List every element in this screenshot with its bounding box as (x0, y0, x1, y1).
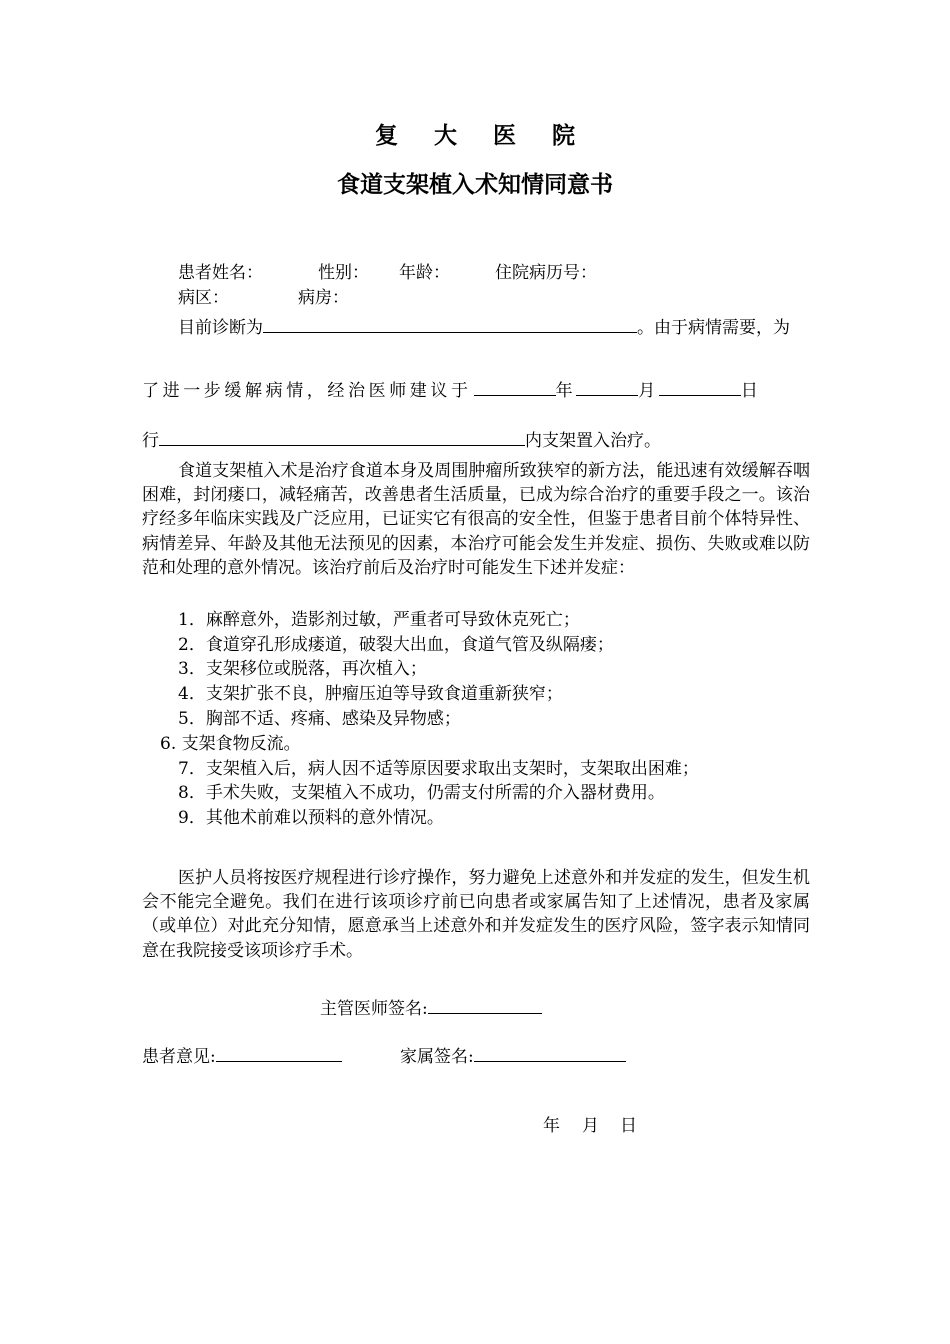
date-year: 年 (543, 1116, 560, 1136)
procedure-blank[interactable] (159, 428, 525, 446)
diagnosis-prefix: 目前诊断为 (178, 318, 263, 338)
diagnosis-line (178, 315, 790, 337)
month-label: 月 (638, 381, 659, 401)
complication-item: 3．支架移位或脱落，再次植入； (178, 659, 427, 679)
complication-item: 2．食道穿孔形成瘘道，破裂大出血，食道气管及纵隔瘘； (178, 635, 614, 655)
procedure-line (142, 428, 661, 450)
procedure-prefix: 行 (142, 431, 159, 451)
document-title: 食道支架植入术知情同意书 (337, 171, 613, 198)
family-signature-blank[interactable] (474, 1044, 626, 1062)
ward-label: 病区： (178, 288, 229, 308)
complication-item: 8．手术失败，支架植入不成功，仍需支付所需的介入器材费用。 (178, 783, 665, 803)
complication-item: 4．支架扩张不良，肿瘤压迫等导致食道重新狭窄； (178, 684, 563, 704)
complication-item: 7．支架植入后，病人因不适等原因要求取出支架时，支架取出困难； (178, 759, 699, 779)
gender-label: 性别： (318, 263, 369, 283)
complication-item: 5．胸部不适、疼痛、感染及异物感； (178, 709, 461, 729)
date-month: 月 (582, 1116, 599, 1136)
age-label: 年龄： (399, 263, 450, 283)
closing-paragraph: 医护人员将按医疗规程进行诊疗操作，努力避免上述意外和并发症的发生，但发生机会不能完全避免。我们在进行该项诊疗前已向患者或家属告知了上述情况，患者及家属（或单位）对此充分知情，愿意承当上述意外和并发症发生的医疗风险，签字表示知情同意在我院接受该项诊疗手术。 (142, 868, 810, 961)
complication-item: 9．其他术前难以预料的意外情况。 (178, 808, 444, 828)
complication-item: 6. 支架食物反流。 (160, 734, 301, 754)
recommendation-prefix: 了进一步缓解病情，经治医师建议于 (142, 381, 472, 401)
day-blank[interactable] (659, 378, 741, 396)
room-label: 病房： (298, 288, 349, 308)
complication-item: 1．麻醉意外，造影剂过敏，严重者可导致休克死亡； (178, 610, 580, 630)
doctor-signature-blank[interactable] (428, 996, 542, 1014)
doctor-signature-line (320, 996, 542, 1018)
diagnosis-suffix: 。由于病情需要，为 (637, 318, 790, 338)
intro-paragraph: 食道支架植入术是治疗食道本身及周围肿瘤所致狭窄的新方法，能迅速有效缓解吞咽困难，封闭瘘口，减轻痛苦，改善患者生活质量，已成为综合治疗的重要手段之一。该治疗经多年临床实践及广泛应用，已证实它有很高的安全性，但鉴于患者目前个体特异性、病情差异、年龄及其他无法预见的因素，本治疗可能会发生并发症、损伤、失败或难以防范和处理的意外情况。该治疗前后及治疗时可能发生下述并发症： (142, 461, 810, 578)
year-blank[interactable] (474, 378, 556, 396)
doctor-signature-label: 主管医师签名: (320, 999, 428, 1019)
month-blank[interactable] (576, 378, 638, 396)
patient-opinion-label: 患者意见: (142, 1047, 216, 1067)
hospital-name: 复 大 医 院 (374, 122, 590, 149)
recommendation-line (142, 378, 761, 400)
patient-name-label: 患者姓名： (178, 263, 263, 283)
record-number-label: 住院病历号： (495, 263, 597, 283)
year-label: 年 (555, 381, 577, 401)
patient-opinion-line (142, 1044, 342, 1066)
date-day: 日 (620, 1116, 637, 1136)
procedure-suffix: 内支架置入治疗。 (525, 431, 661, 451)
patient-opinion-blank[interactable] (216, 1044, 342, 1062)
family-signature-line (400, 1044, 626, 1066)
family-signature-label: 家属签名: (400, 1047, 474, 1067)
day-label: 日 (740, 381, 762, 401)
diagnosis-blank[interactable] (263, 315, 637, 333)
